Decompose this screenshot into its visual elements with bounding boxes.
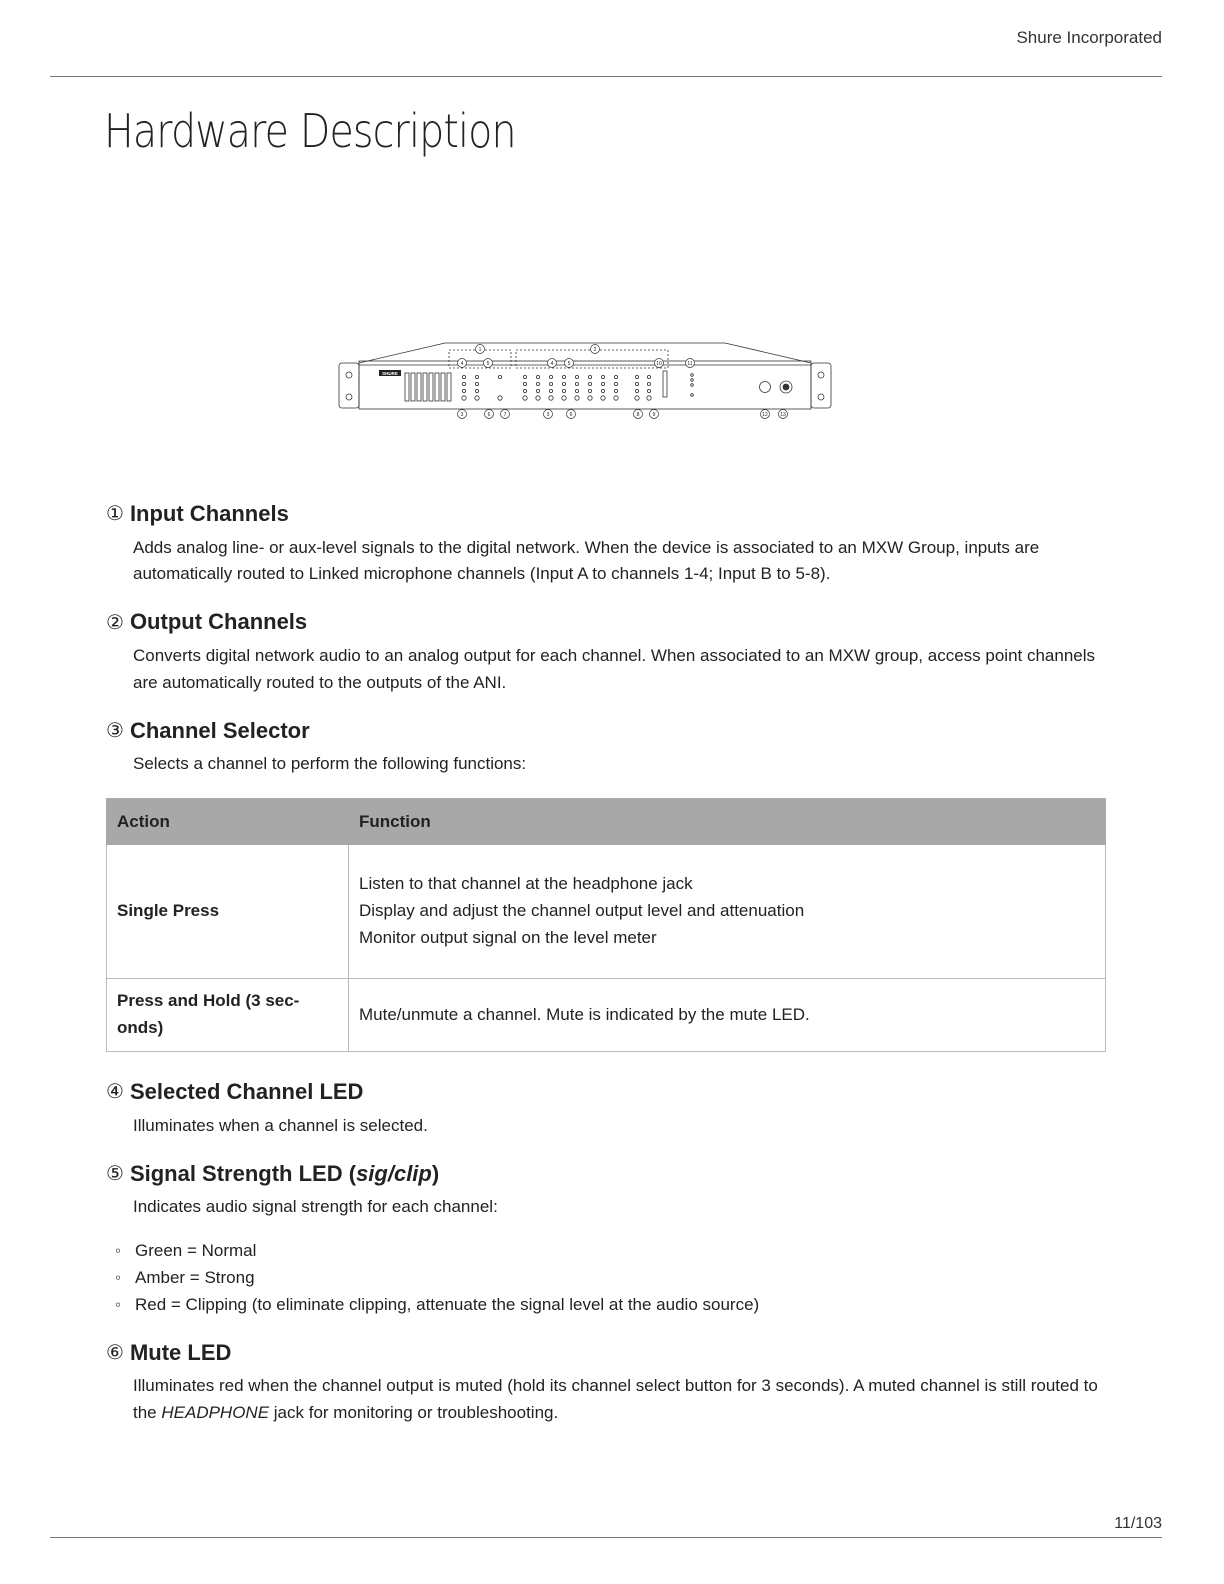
callout-number: ② <box>106 611 124 634</box>
channel-selector-table <box>106 798 1106 1052</box>
column-header-function: Function <box>349 799 1106 845</box>
svg-text:13: 13 <box>780 412 786 418</box>
svg-text:4: 4 <box>550 361 554 367</box>
callout-number: ⑥ <box>106 1341 124 1364</box>
action-cell: Single Press <box>107 845 349 979</box>
function-cell: Mute/unmute a channel. Mute is indicated by the mute LED. <box>349 979 1106 1052</box>
section-body: Converts digital network audio to an analog output for each channel. When associated to an MXW group, access point channels are automatically routed to the outputs of the ANI. <box>133 645 1096 692</box>
section-body: Indicates audio signal strength for each channel: <box>133 1197 498 1217</box>
action-line: onds) <box>117 1018 164 1038</box>
section-title: Output Channels <box>129 609 308 635</box>
svg-text:9: 9 <box>652 412 656 418</box>
svg-text:5: 5 <box>486 361 490 367</box>
page-title: Hardware Description <box>104 104 516 158</box>
function-line: Listen to that channel at the headphone jack <box>359 874 693 894</box>
section-body: Selects a channel to perform the following functions: <box>133 754 527 774</box>
svg-text:3: 3 <box>460 412 464 418</box>
company-name: Shure Incorporated <box>1016 28 1162 47</box>
footer-divider <box>50 1537 1162 1538</box>
list-item: ◦ Green = Normal <box>106 1238 1106 1265</box>
action-line: Press and Hold (3 sec- <box>117 991 300 1011</box>
signal-level-list <box>106 1238 1106 1319</box>
callout-number: ④ <box>106 1081 124 1104</box>
hardware-front-panel-diagram <box>335 335 835 430</box>
action-cell <box>107 979 349 1052</box>
column-header-action: Action <box>107 799 349 845</box>
svg-text:SHURE: SHURE <box>382 371 398 376</box>
section-heading-signal-strength-led <box>106 1160 1106 1189</box>
svg-text:1: 1 <box>478 347 482 353</box>
svg-text:11: 11 <box>687 361 693 367</box>
callout-number: ① <box>106 503 124 526</box>
section-heading-selected-channel-led <box>106 1078 1106 1107</box>
function-line: Display and adjust the channel output level and attenuation <box>359 901 805 921</box>
header-divider <box>50 76 1162 77</box>
section-title: Input Channels <box>129 501 289 526</box>
section-title: Channel Selector <box>129 717 310 743</box>
section-title: Selected Channel LED <box>129 1079 364 1105</box>
svg-text:8: 8 <box>636 412 640 418</box>
svg-text:12: 12 <box>762 412 768 418</box>
callout-number: ③ <box>106 719 124 742</box>
svg-text:3: 3 <box>546 412 550 418</box>
svg-text:7: 7 <box>503 412 507 418</box>
section-heading-mute-led <box>106 1339 1106 1368</box>
svg-text:6: 6 <box>569 412 573 418</box>
section-body: Illuminates red when the channel output is muted (hold its channel select button for 3 seconds). A muted channel is still routed to the HEADPHONE jack for monitoring or troubleshooting. <box>133 1376 1098 1423</box>
section-heading-channel-selector <box>106 717 1106 746</box>
list-item: ◦ Amber = Strong <box>106 1265 1106 1292</box>
section-heading-output-channels <box>106 608 1106 637</box>
function-line: Monitor output signal on the level meter <box>359 928 657 947</box>
svg-text:10: 10 <box>656 361 662 367</box>
section-title: Mute LED <box>129 1339 232 1365</box>
section-title: Signal Strength LED (sig/clip) <box>129 1160 440 1186</box>
table-row <box>107 845 1106 979</box>
svg-text:5: 5 <box>567 361 571 367</box>
content <box>106 500 1106 1427</box>
sig-clip-label: sig/clip <box>356 1160 432 1186</box>
section-body: Adds analog line- or aux-level signals to the digital network. When the device is associated to an MXW Group, inputs are automatically routed to Linked microphone channels (Input A to channels 1-4; Input B to 5-8). <box>133 537 1040 584</box>
svg-text:4: 4 <box>460 361 464 367</box>
function-cell <box>349 845 1106 979</box>
table-row <box>107 979 1106 1052</box>
callout-number: ⑤ <box>106 1162 124 1185</box>
svg-text:6: 6 <box>487 412 491 418</box>
headphone-label: HEADPHONE <box>161 1403 270 1423</box>
page-number: 11/103 <box>1114 1515 1162 1532</box>
svg-text:2: 2 <box>593 347 597 353</box>
section-body: Illuminates when a channel is selected. <box>133 1115 428 1135</box>
section-heading-input-channels <box>106 500 1106 529</box>
list-item: ◦ Red = Clipping (to eliminate clipping, attenuate the signal level at the audio source) <box>106 1292 1106 1319</box>
